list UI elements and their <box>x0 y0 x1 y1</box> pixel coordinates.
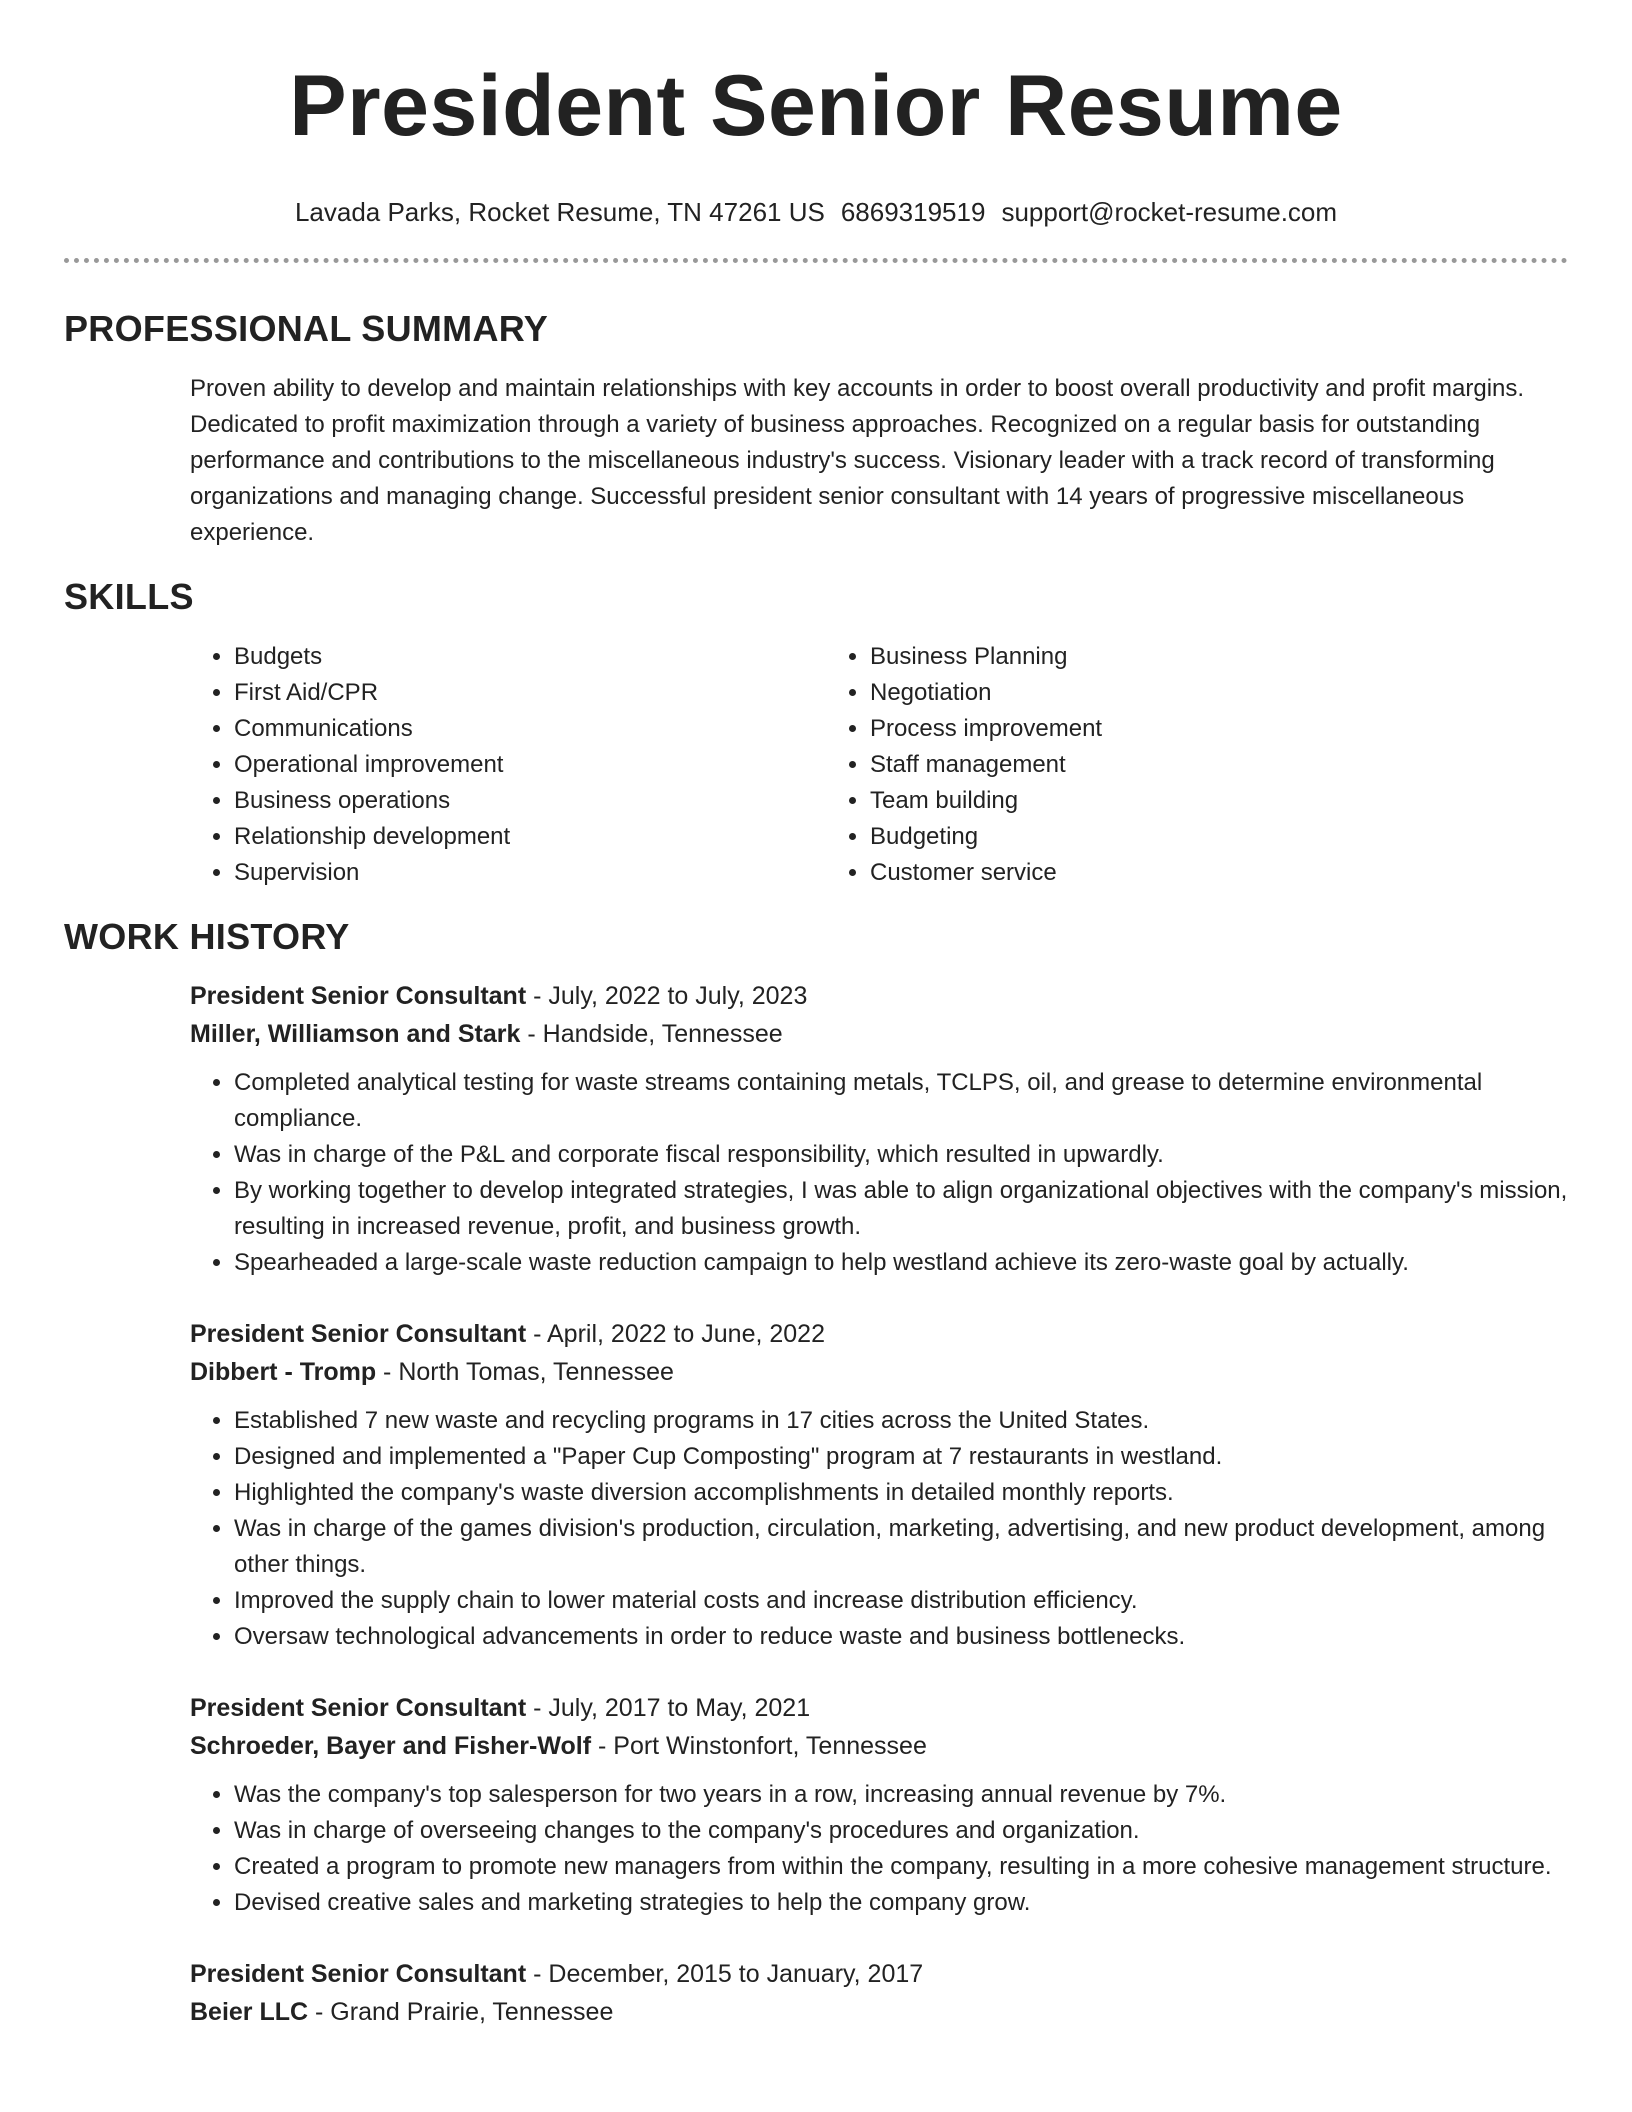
skill-item: • Negotiation <box>870 675 1462 711</box>
job-bullet: • Was in charge of the P&L and corporate fiscal responsibility, which resulted in upwardly. <box>234 1137 1568 1173</box>
contact-line <box>64 196 1568 228</box>
job-bullet: • Designed and implemented a "Paper Cup Composting" program at 7 restaurants in westland. <box>234 1439 1568 1475</box>
job-bullets <box>190 1777 1568 1921</box>
skill-item: • Team building <box>870 783 1462 819</box>
skills-column-left <box>190 639 826 891</box>
skill-item: • Business operations <box>234 783 826 819</box>
header-divider <box>64 258 1568 263</box>
job-title: President Senior Consultant <box>190 982 527 1010</box>
job-dates: - April, 2022 to June, 2022 <box>526 1320 825 1348</box>
job-entry <box>190 1315 1568 1655</box>
job-bullet: • Improved the supply chain to lower material costs and increase distribution efficiency. <box>234 1583 1568 1619</box>
job-bullet: • Was in charge of overseeing changes to the company's procedures and organization. <box>234 1813 1568 1849</box>
skill-item: • Operational improvement <box>234 747 826 783</box>
summary-text: Proven ability to develop and maintain relationships with key accounts in order to boost overall productivity and profit margins. Dedicated to profit maximization through a variety of business approaches. Recognized on a regular basis for outstanding performance and contributions to the miscellaneous industry's success. Visionary leader with a track record of transforming organizations and managing change. Successful president senior consultant with 14 years of progressive miscellaneous experience. <box>190 375 1525 546</box>
skills-column-right <box>826 639 1462 891</box>
skill-item: • Customer service <box>870 855 1462 891</box>
work-history-list <box>190 977 1568 2031</box>
job-entry <box>190 1689 1568 1921</box>
contact-phone: 6869319519 <box>840 197 986 227</box>
skill-item: • First Aid/CPR <box>234 675 826 711</box>
job-bullet: • Was the company's top salesperson for two years in a row, increasing annual revenue by 7%. <box>234 1777 1568 1813</box>
job-bullets <box>190 1065 1568 1281</box>
job-bullet: • Completed analytical testing for waste streams containing metals, TCLPS, oil, and grease to determine environmental compliance. <box>234 1065 1568 1137</box>
skill-item: • Budgeting <box>870 819 1462 855</box>
skills-heading: SKILLS <box>64 576 194 617</box>
skill-item: • Staff management <box>870 747 1462 783</box>
job-bullet: • Established 7 new waste and recycling programs in 17 cities across the United States. <box>234 1403 1568 1439</box>
job-bullet: • Created a program to promote new managers from within the company, resulting in a more cohesive management structure. <box>234 1849 1568 1885</box>
job-company-line <box>190 1993 1568 2031</box>
resume-title: President Senior Resume <box>289 58 1343 154</box>
job-title-line <box>190 977 1568 1015</box>
summary-heading: PROFESSIONAL SUMMARY <box>64 308 549 349</box>
job-bullet: • Devised creative sales and marketing strategies to help the company grow. <box>234 1885 1568 1921</box>
job-company: Dibbert - Tromp <box>190 1358 377 1386</box>
job-company: Miller, Williamson and Stark <box>190 1020 521 1048</box>
contact-address: Lavada Parks, Rocket Resume, TN 47261 US <box>294 197 825 227</box>
job-location: - Handside, Tennessee <box>520 1020 783 1048</box>
job-company-line <box>190 1015 1568 1053</box>
work-history-heading: WORK HISTORY <box>64 916 350 957</box>
skills-list <box>190 639 1568 891</box>
job-bullet: • Highlighted the company's waste diversion accomplishments in detailed monthly reports. <box>234 1475 1568 1511</box>
job-bullets <box>190 1403 1568 1655</box>
job-entry <box>190 1955 1568 2031</box>
job-title: President Senior Consultant <box>190 1320 527 1348</box>
skill-item: • Relationship development <box>234 819 826 855</box>
job-bullet: • By working together to develop integrated strategies, I was able to align organizational objectives with the company's mission, resulting in increased revenue, profit, and business growth. <box>234 1173 1568 1245</box>
job-company-line <box>190 1727 1568 1765</box>
skill-item: • Process improvement <box>870 711 1462 747</box>
job-dates: - December, 2015 to January, 2017 <box>526 1960 924 1988</box>
job-title-line <box>190 1689 1568 1727</box>
job-dates: - July, 2022 to July, 2023 <box>526 982 808 1010</box>
skill-item: • Supervision <box>234 855 826 891</box>
job-title: President Senior Consultant <box>190 1960 527 1988</box>
job-location: - Port Winstonfort, Tennessee <box>591 1732 927 1760</box>
skill-item: • Budgets <box>234 639 826 675</box>
job-title-line <box>190 1315 1568 1353</box>
job-bullet: • Spearheaded a large-scale waste reduction campaign to help westland achieve its zero-waste goal by actually. <box>234 1245 1568 1281</box>
skill-item: • Business Planning <box>870 639 1462 675</box>
job-location: - North Tomas, Tennessee <box>376 1358 674 1386</box>
contact-email: support@rocket-resume.com <box>1001 197 1338 227</box>
job-dates: - July, 2017 to May, 2021 <box>526 1694 811 1722</box>
job-company: Beier LLC <box>190 1998 309 2026</box>
job-company: Schroeder, Bayer and Fisher-Wolf <box>190 1732 592 1760</box>
job-bullet: • Oversaw technological advancements in order to reduce waste and business bottlenecks. <box>234 1619 1568 1655</box>
job-location: - Grand Prairie, Tennessee <box>308 1998 614 2026</box>
job-entry <box>190 977 1568 1281</box>
job-bullet: • Was in charge of the games division's production, circulation, marketing, advertising, and new product development, among other things. <box>234 1511 1568 1583</box>
skill-item: • Communications <box>234 711 826 747</box>
job-company-line <box>190 1353 1568 1391</box>
job-title-line <box>190 1955 1568 1993</box>
job-title: President Senior Consultant <box>190 1694 527 1722</box>
